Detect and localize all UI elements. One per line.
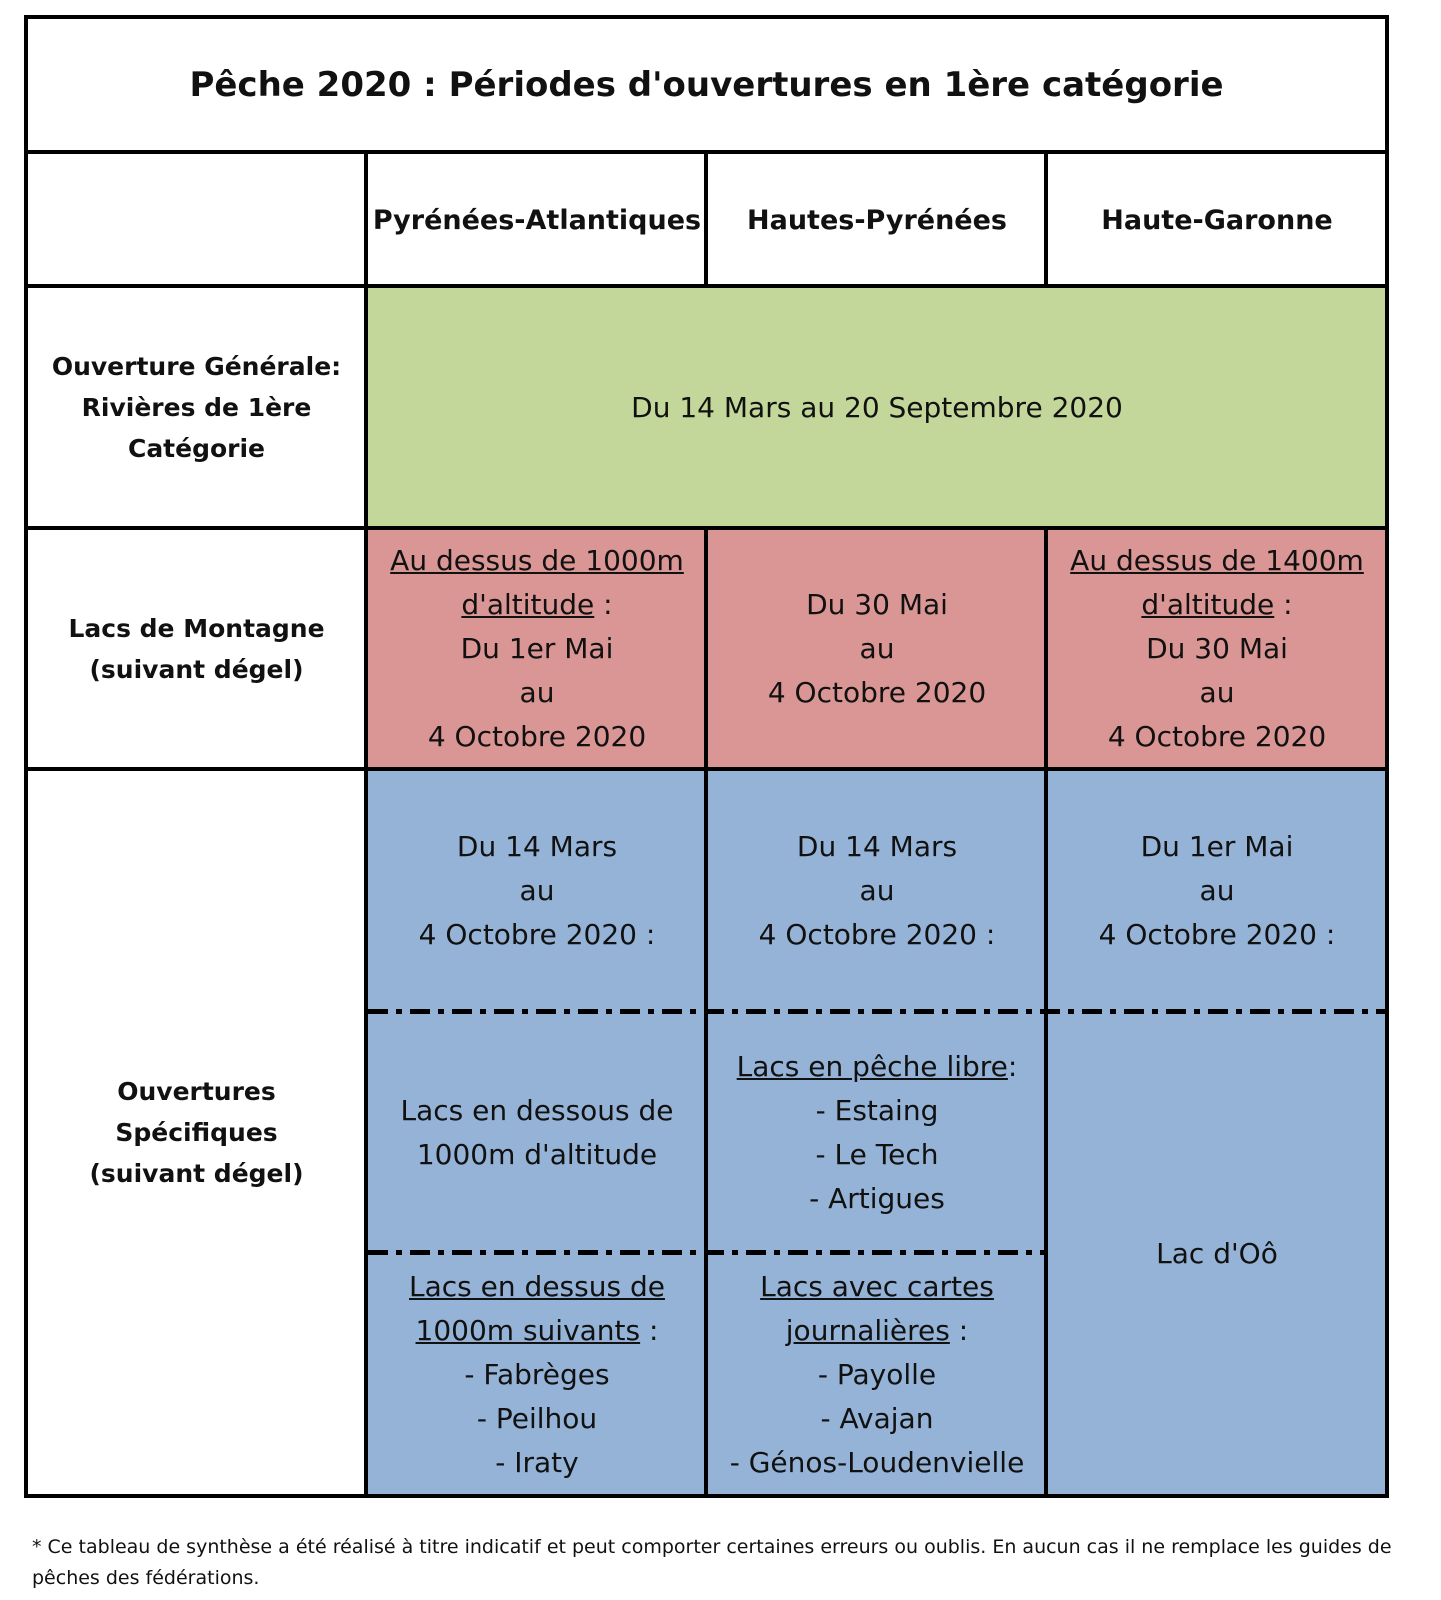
column-header-haute-garonne: Haute-Garonne [1101,204,1333,236]
column-divider-1 [364,150,368,1498]
general-opening-period: Du 14 Mars au 20 Septembre 2020 [631,390,1123,424]
specific-lac-oo-haute-garonne: Lac d'Oô [1156,1237,1278,1270]
specific-top-pyrenees-atlantiques: Du 14 Mars au 4 Octobre 2020 : [418,830,656,951]
specific-top-haute-garonne: Du 1er Mai au 4 Octobre 2020 : [1098,830,1336,951]
column-header-pyrenees-atlantiques: Pyrénées-Atlantiques [372,204,702,236]
specific-bottom-pyrenees-atlantiques: Lacs en dessus de 1000m suivants : - Fabrèges - Peilhou - Iraty [409,1270,665,1479]
mountain-lakes-haute-garonne: Au dessus de 1400m d'altitude : Du 30 Mai au 4 Octobre 2020 [1070,544,1364,753]
specific-top-hautes-pyrenees: Du 14 Mars au 4 Octobre 2020 : [758,830,996,951]
table-border-right [1385,15,1389,1498]
specific-bottom-hautes-pyrenees: Lacs avec cartes journalières : - Payolle - Avajan - Génos-Loudenvielle [729,1270,1025,1479]
column-header-hautes-pyrenees: Hautes-Pyrénées [747,204,1007,236]
specific-mid-hautes-pyrenees: Lacs en pêche libre: - Estaing - Le Tech - Artigues [736,1050,1018,1215]
footnote: * Ce tableau de synthèse a été réalisé à titre indicatif et peut comporter certaines erreurs ou oublis. En aucun cas il ne remplace les guides de pêches des fédérations. [32,1536,1392,1589]
dashed-separator-1 [368,1009,1386,1014]
column-divider-3-header [1044,150,1048,288]
row-label-specific-openings: Ouvertures Spécifiques (suivant dégel) [89,1077,304,1188]
specific-mid-pyrenees-atlantiques: Lacs en dessous de 1000m d'altitude [400,1094,674,1171]
row-label-mountain-lakes: Lacs de Montagne (suivant dégel) [68,614,325,684]
mountain-lakes-hautes-pyrenees: Du 30 Mai au 4 Octobre 2020 [767,588,987,709]
row-label-general: Ouverture Générale: Rivières de 1ère Catégorie [51,352,342,463]
table-border-top [24,15,1389,19]
dashed-separator-2 [368,1250,1046,1255]
table-border-left [24,15,28,1498]
mountain-lakes-pyrenees-atlantiques: Au dessus de 1000m d'altitude : Du 1er Mai au 4 Octobre 2020 [390,544,684,753]
page-title: Pêche 2020 : Périodes d'ouvertures en 1ère catégorie [189,65,1224,105]
column-divider-2-header [704,150,708,288]
